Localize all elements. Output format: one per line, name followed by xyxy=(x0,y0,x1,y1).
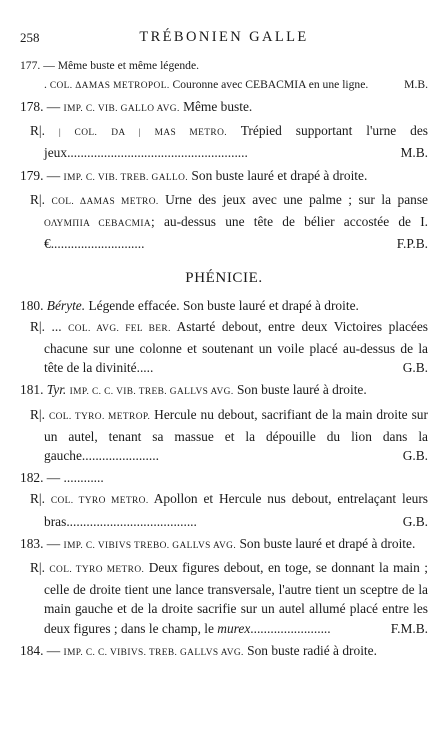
leader-dots: ............ xyxy=(63,470,104,486)
entry-180 xyxy=(20,296,428,315)
entry-text: Hercule nu debout, sacrifiant de la main droite sur un autel, tenant sa massue et la dépouille du lion dans la gauche xyxy=(44,406,428,464)
coin-legend: COL. TYRO. METROP. xyxy=(48,411,151,422)
entry-number: 182. xyxy=(20,470,44,486)
page-number: 258 xyxy=(20,30,40,45)
rating: M.B. xyxy=(404,78,428,91)
entry-181-reverse xyxy=(20,405,428,466)
leader-dots: ..... xyxy=(136,360,154,376)
entry-177 xyxy=(20,57,428,74)
coin-legend: IMP. C. C. VIB. TREB. GALLVS AVG. xyxy=(69,387,234,398)
entry-177-reverse: . COL. ΔAMAS METROPOL. Couronne avec CEBACMIA en une ligne. M.B. xyxy=(44,78,428,91)
rating: M.B. xyxy=(400,145,428,161)
reverse-symbol: R|. xyxy=(30,406,45,422)
reverse-symbol: R|. xyxy=(30,560,45,576)
entry-181 xyxy=(20,380,428,402)
coin-legend: IMP. C. VIB. TREB. GALLO. xyxy=(63,172,189,183)
leader-dots: ........................ xyxy=(250,620,331,636)
entry-182-reverse xyxy=(20,489,428,530)
entry-text: Son buste lauré et drapé à droite. xyxy=(191,167,368,183)
coin-legend: IMP. C. VIB. GALLO AVG. xyxy=(63,104,180,114)
greek-inscription: ΟΛΥΜΠΙΑ CEBACMIA xyxy=(44,219,152,230)
section-title: PHÉNICIE. xyxy=(185,270,263,287)
place-name: Béryte. xyxy=(46,297,86,313)
running-title: TRÉBONIEN GALLE xyxy=(139,29,309,45)
entry-text: Couronne avec CEBACMIA en une ligne. xyxy=(172,78,369,91)
rating: G.B. xyxy=(402,360,428,376)
entry-178-reverse: R|. | COL. DA | MAS METRO. Trépied supportant l'urne des jeux...................................................... M.B. xyxy=(20,121,428,162)
entry-text: Son buste lauré à droite. xyxy=(236,382,367,398)
entry-179: 179. — IMP. C. VIB. TREB. GALLO. Son buste lauré et drapé à droite. xyxy=(20,167,368,183)
coin-legend: IMP. C. VIBIVS TREBO. GALLVS AVG. xyxy=(63,540,237,551)
reverse-symbol: R|. xyxy=(30,191,45,207)
place-name: Tyr. xyxy=(46,382,67,398)
coin-legend: COL. ΔAMAS METROPOL. xyxy=(49,81,170,91)
reverse-symbol: R|. xyxy=(30,318,45,334)
entry-text: Trépied supportant l'urne des jeux xyxy=(44,123,428,161)
entry-text: — Même buste et même légende. xyxy=(43,59,200,72)
rating: G.B. xyxy=(402,513,428,529)
coin-legend: IMP. C. C. VIBIVS. TREB. GALLVS AVG. xyxy=(63,647,244,658)
rating: F.P.B. xyxy=(396,236,428,252)
reverse-symbol: R|. xyxy=(30,491,45,507)
entry-183-reverse xyxy=(20,558,428,638)
leader-dots: ....................... xyxy=(81,448,159,464)
rating: G.B. xyxy=(402,448,428,464)
leader-dots: ....................................... xyxy=(66,513,197,529)
rating: F.M.B. xyxy=(390,620,428,636)
page-header xyxy=(20,28,428,50)
entry-text: Apollon et Hercule nus debout, entrelaçant leurs bras xyxy=(44,491,429,529)
entry-number: 177. xyxy=(20,59,41,72)
entry-number: 180. xyxy=(20,297,44,313)
page-body xyxy=(20,57,428,665)
entry-180-reverse: R|. ... COL. AVG. FEL BER. Astarté debout, entre deux Victoires placées chacune sur une colonne et soutenant un voile placé au-dessus de la tête de la divinité..... G.B. xyxy=(20,317,428,378)
entry-text: Deux figures debout, en toge, se donnant la main ; celle de droite tient une lance transversale, l'autre tient un sceptre de la main gauche et de la droite sacrifie sur un autel allumé placé entre les deux figures ; dans le champ, le xyxy=(44,560,428,636)
entry-text: Astarté debout, entre deux Victoires placées chacune sur une colonne et soutenant un voile placé au-dessus de la tête de la divinité xyxy=(44,318,428,376)
entry-183: 183. — IMP. C. VIBIVS TREBO. GALLVS AVG. Son buste lauré et drapé à droite. xyxy=(20,535,416,551)
entry-number: 184. xyxy=(20,642,44,658)
entry-179-reverse: R|. COL. ΔAMAS METRO. Urne des jeux avec une palme ; sur la panse ΟΛΥΜΠΙΑ CEBACMIA; au-dessus une tête de bélier accostée de I. €............................ F.P.B. xyxy=(20,190,428,254)
entry-text: Son buste lauré et drapé à droite. xyxy=(239,535,416,551)
entry-number: 178. xyxy=(20,99,44,114)
leader-dots: ...................................................... xyxy=(67,145,248,161)
entry-184: 184. — IMP. C. C. VIBIVS. TREB. GALLVS AVG. Son buste radié à droite. xyxy=(20,642,377,658)
leader-dots: ............................ xyxy=(50,236,145,252)
coin-legend: COL. ΔAMAS METRO. xyxy=(51,196,159,207)
entry-text: Légende effacée. Son buste lauré et drapé à droite. xyxy=(88,297,359,313)
entry-text: Son buste radié à droite. xyxy=(247,642,377,658)
entry-178: 178. — IMP. C. VIB. GALLO AVG. Même buste. xyxy=(20,99,253,114)
coin-legend: COL. AVG. FEL BER. xyxy=(68,323,171,334)
murex-term: murex xyxy=(217,620,251,636)
entry-number: 179. xyxy=(20,167,44,183)
reverse-symbol: R|. xyxy=(30,123,45,139)
entry-182: 182. — ............ xyxy=(20,470,104,486)
entry-text: Même buste. xyxy=(183,99,253,114)
coin-legend: COL. TYRO METRO. xyxy=(49,565,145,576)
entry-number: 183. xyxy=(20,535,44,551)
coin-legend: COL. TYRO METRO. xyxy=(50,496,149,507)
entry-number: 181. xyxy=(20,382,44,398)
